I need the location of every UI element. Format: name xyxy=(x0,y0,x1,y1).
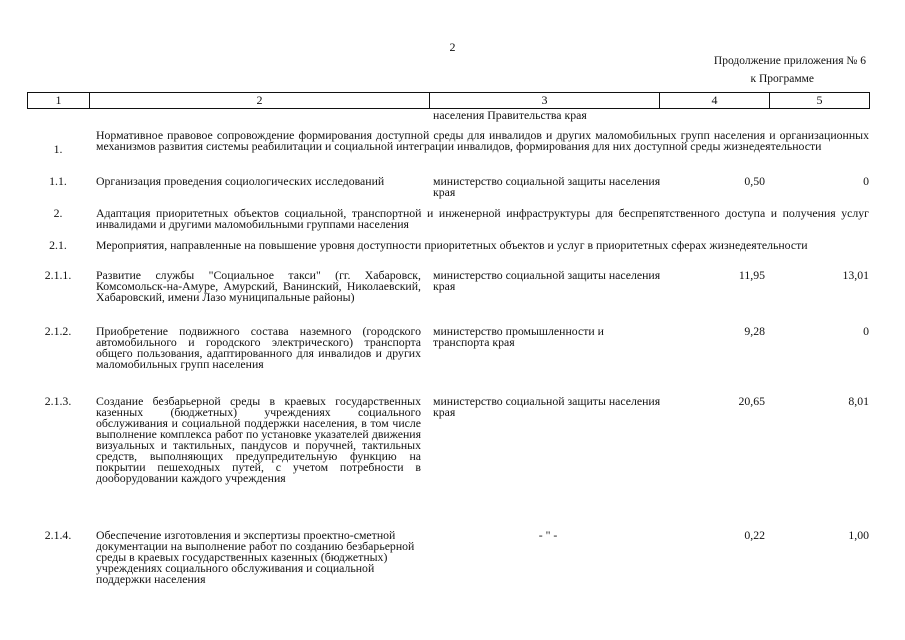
table-header xyxy=(27,92,870,109)
value-col4: 20,65 xyxy=(738,394,765,408)
responsible-org: министерство социальной защиты населения края xyxy=(433,394,661,419)
page-number: 2 xyxy=(449,40,456,54)
value-col5: 8,01 xyxy=(848,394,869,408)
row-number: 1. xyxy=(53,142,63,156)
row-number: 2.1.4. xyxy=(44,528,72,542)
measure-name: Обеспечение изготовления и экспертизы проектно-сметной документации на выполнение работ по созданию безбарьерной среды в краевых государственных казенных (бюджетных) учреждениях социального обслуживания и социальной поддержки населения xyxy=(96,528,415,586)
measure-name: Создание безбарьерной среды в краевых государственных казенных (бюджетных) учреждениях социального обслуживания и социальной поддержки населения, в том числе выполнение комплекса работ по установке указателей движения визуальных и тактильных, пандусов и поручней, тактильных средств, выполняющих предупредительную функцию на покрытии пешеходных путей, с учетом потребности в дооборудовании каждого учреждения xyxy=(96,394,421,485)
responsible-org: министерство социальной защиты населения края xyxy=(433,268,661,293)
section-title: Адаптация приоритетных объектов социальной, транспортной и инженерной инфраструктуры для беспрепятственного доступа и получения услуг инвалидами и другими маломобильными группами населения xyxy=(96,206,869,231)
row-number: 2. xyxy=(53,206,63,220)
responsible-org-ditto: - " - xyxy=(538,528,558,542)
value-col4: 0,50 xyxy=(744,174,765,188)
appendix-program-label: к Программе xyxy=(750,73,814,85)
row-number: 1.1. xyxy=(49,174,67,188)
value-col4: 9,28 xyxy=(744,324,765,338)
row-number: 2.1.1. xyxy=(44,268,72,282)
responsible-org: министерство социальной защиты населения края xyxy=(433,174,661,199)
measure-name: Организация проведения социологических исследований xyxy=(96,174,385,188)
value-col5: 1,00 xyxy=(848,528,869,542)
responsible-org: министерство промышленности и транспорта края xyxy=(433,324,604,349)
column-header-5: 5 xyxy=(770,93,870,109)
value-col5: 13,01 xyxy=(842,268,869,282)
column-header-3: 3 xyxy=(430,93,660,109)
value-col5: 0 xyxy=(863,324,869,338)
column-number-row xyxy=(28,93,870,109)
row-number: 2.1.2. xyxy=(44,324,72,338)
value-col4: 0,22 xyxy=(744,528,765,542)
column-header-1: 1 xyxy=(28,93,90,109)
column-header-4: 4 xyxy=(660,93,770,109)
carryover-org: населения Правительства края xyxy=(433,108,587,122)
row-number: 2.1.3. xyxy=(44,394,72,408)
row-number: 2.1. xyxy=(49,238,67,252)
appendix-continuation-label: Продолжение приложения № 6 xyxy=(713,55,866,67)
section-title: Мероприятия, направленные на повышение уровня доступности приоритетных объектов и услуг в приоритетных сферах жизнедеятельности xyxy=(96,238,808,252)
column-header-2: 2 xyxy=(90,93,430,109)
section-title: Нормативное правовое сопровождение формирования доступной среды для инвалидов и других маломобильных групп населения и организационных механизмов развития системы реабилитации и социальной интеграции инвалидов, формирования для них доступной среды жизнедеятельности xyxy=(96,128,869,153)
measure-name: Приобретение подвижного состава наземного (городского автомобильного и городского электрического) транспорта общего пользования, адаптированного для инвалидов и других маломобильных групп населения xyxy=(96,324,421,371)
measure-name: Развитие службы "Социальное такси" (гг. Хабаровск, Комсомольск-на-Амуре, Амурский, Ванинский, Николаевский, Хабаровский, имени Лазо муниципальные районы) xyxy=(96,268,421,304)
value-col5: 0 xyxy=(863,174,869,188)
value-col4: 11,95 xyxy=(738,268,765,282)
